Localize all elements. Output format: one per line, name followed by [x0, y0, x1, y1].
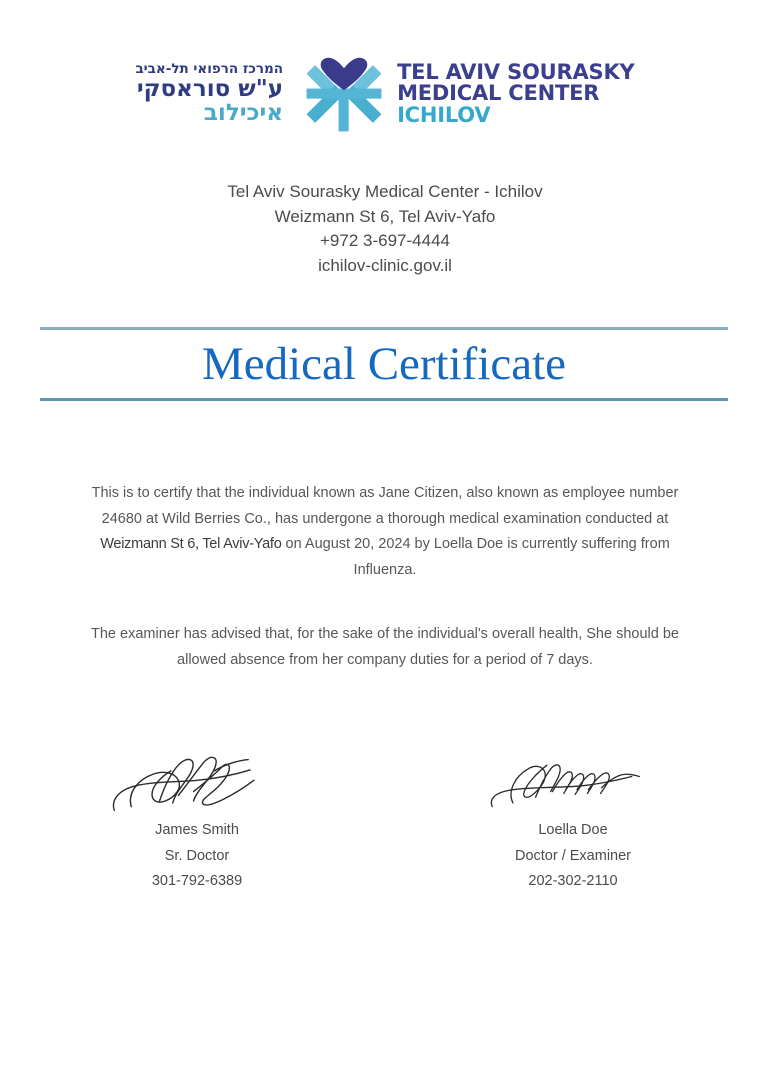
signature-block-2 — [423, 752, 723, 895]
clinic-logo — [0, 55, 770, 133]
heart-and-rays-logo-icon — [305, 55, 383, 133]
page-title: Medical Certificate — [201, 338, 567, 390]
signature-role: Doctor / Examiner — [514, 847, 632, 864]
signature-role: Sr. Doctor — [164, 847, 230, 864]
james-smith-signature — [103, 752, 292, 818]
signature-name: James Smith — [155, 822, 239, 838]
clinic-name: Tel Aviv Sourasky Medical Center - Ichilov — [227, 182, 543, 201]
logo-english-line-2: MEDICAL CENTER — [397, 81, 600, 106]
statement-part-a: This is to certify that the individual known as Jane Citizen, also known as employee number 24680 at Wild Berries Co., has undergone a thorough medical examination conducted at — [91, 485, 679, 527]
loella-doe-signature — [479, 752, 668, 818]
clinic-address: Weizmann St 6, Tel Aviv-Yafo — [274, 206, 496, 226]
clinic-phone: +972 3-697-4444 — [320, 231, 450, 250]
clinic-contact-block — [0, 180, 770, 278]
logo-english-line-3: ICHILOV — [397, 102, 491, 127]
logo-hebrew-line-3: איכילוב — [203, 99, 284, 126]
signature-name: Loella Doe — [538, 822, 608, 838]
statement-location-emphasis: Weizmann St 6, Tel Aviv-Yafo — [100, 536, 282, 552]
logo-hebrew-line-2: ע"ש סוראסקי — [136, 75, 284, 102]
logo-hebrew-text — [135, 63, 293, 125]
signature-block-1 — [47, 752, 347, 895]
signature-phone: 301-792-6389 — [151, 873, 243, 889]
logo-hebrew-line-1: המרכז הרפואי תל-אביב — [135, 61, 284, 78]
signatures-row — [0, 752, 770, 895]
title-rule-bottom — [40, 398, 728, 401]
signature-phone: 202-302-2110 — [528, 873, 618, 889]
clinic-website: ichilov-clinic.gov.il — [318, 255, 452, 275]
certificate-advice-paragraph: The examiner has advised that, for the sake of the individual's overall health, She should be allowed absence from her company duties for a period of 7 days. — [91, 626, 679, 668]
logo-english-line-1: TEL AVIV SOURASKY — [397, 59, 635, 84]
logo-english-text — [395, 59, 635, 127]
certificate-statement-paragraph — [85, 481, 685, 583]
certificate-title-block — [40, 327, 728, 401]
statement-part-b: on August 20, 2024 by Loella Doe is currently suffering from Influenza. — [281, 536, 670, 578]
